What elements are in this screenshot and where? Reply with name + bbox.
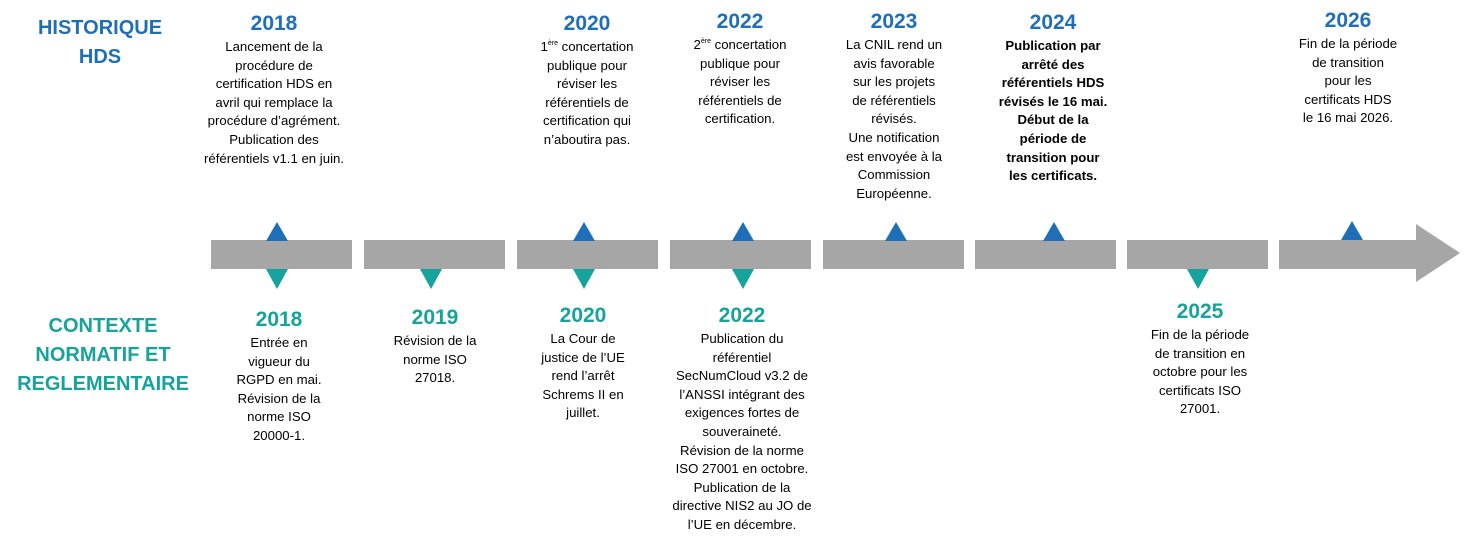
context-entry-2019 [355, 305, 515, 388]
timeline-segment [364, 240, 505, 269]
triangle-up-icon [885, 222, 907, 241]
year-label: 2020 [563, 12, 611, 35]
year-label: 2024 [1029, 11, 1077, 34]
triangle-down-icon [1187, 269, 1209, 289]
year-label: 2023 [870, 10, 918, 33]
entry-description: Révision de la norme ISO 27018. [393, 333, 477, 386]
context-entry-2022 [652, 303, 832, 535]
triangle-up-icon [1341, 221, 1363, 240]
timeline-arrow-shaft [1279, 240, 1417, 269]
entry-description: La Cour de justice de l’UE rend l’arrêt Schrems II en juillet. [541, 331, 625, 421]
year-label: 2022 [718, 304, 766, 327]
year-label: 2018 [250, 12, 298, 35]
triangle-down-icon [266, 269, 288, 289]
context-entry-2025 [1120, 299, 1280, 419]
year-label: 2025 [1176, 300, 1224, 323]
triangle-up-icon [1043, 222, 1065, 241]
timeline-segment [975, 240, 1116, 269]
ordinal-number: 1 [540, 39, 548, 54]
history-entry-2023 [814, 9, 974, 203]
year-label: 2022 [716, 10, 764, 33]
triangle-up-icon [266, 222, 288, 241]
timeline-arrow-head-icon [1416, 224, 1460, 282]
timeline-segment [823, 240, 964, 269]
year-label: 2019 [411, 306, 459, 329]
entry-description-text: concertation publique pour réviser les référentiels de certification. [698, 37, 787, 127]
year-label: 2026 [1324, 9, 1372, 32]
ordinal-suffix: ère [547, 40, 558, 47]
ordinal-suffix: ère [700, 38, 711, 45]
ordinal-number: 2 [693, 37, 701, 52]
entry-description-text: concertation publique pour réviser les référentiels de certification qui n’aboutira pas. [543, 39, 634, 147]
entry-description: Fin de la période de transition en octobre pour les certificats ISO 27001. [1150, 327, 1250, 417]
context-entry-2018 [199, 307, 359, 446]
triangle-up-icon [573, 222, 595, 241]
timeline-segment [1127, 240, 1268, 269]
history-entry-2020 [507, 11, 667, 150]
year-label: 2020 [559, 304, 607, 327]
history-entry-2026 [1268, 8, 1428, 128]
timeline-segment [670, 240, 811, 269]
entry-description [507, 38, 667, 150]
entry-description: Publication par arrêté des référentiels HDS révisés le 16 mai. Début de la période de transition pour les certificats. [998, 38, 1108, 184]
entry-description: Entrée en vigueur du RGPD en mai. Révision de la norme ISO 20000-1. [236, 335, 322, 443]
triangle-up-icon [732, 222, 754, 241]
history-entry-2024 [973, 10, 1133, 186]
history-entry-2018 [194, 11, 354, 168]
history-section-title: HISTORIQUE HDS [37, 17, 163, 68]
entry-description: La CNIL rend un avis favorable sur les projets de référentiels révisés. Une notification est envoyée à la Commission Européenne. [845, 37, 943, 201]
timeline-segment [211, 240, 352, 269]
triangle-down-icon [732, 269, 754, 289]
entry-description: Lancement de la procédure de certification HDS en avril qui remplace la procédure d’agrément. Publication des référentiels v1.1 en juin. [203, 39, 344, 166]
history-entry-2022 [660, 9, 820, 129]
triangle-down-icon [573, 269, 595, 289]
entry-description [660, 36, 820, 129]
context-section-title: CONTEXTE NORMATIF ET REGLEMENTAIRE [17, 315, 189, 395]
entry-description: Fin de la période de transition pour les certificats HDS le 16 mai 2026. [1298, 36, 1398, 126]
entry-description: Publication du référentiel SecNumCloud v3.2 de l’ANSSI intégrant des exigences fortes de souveraineté. Révision de la norme ISO 27001 en octobre. Publication de la directive NIS2 au JO de l’UE en décembre. [672, 331, 812, 532]
triangle-down-icon [420, 269, 442, 289]
context-entry-2020 [503, 303, 663, 423]
timeline-segment [517, 240, 658, 269]
year-label: 2018 [255, 308, 303, 331]
